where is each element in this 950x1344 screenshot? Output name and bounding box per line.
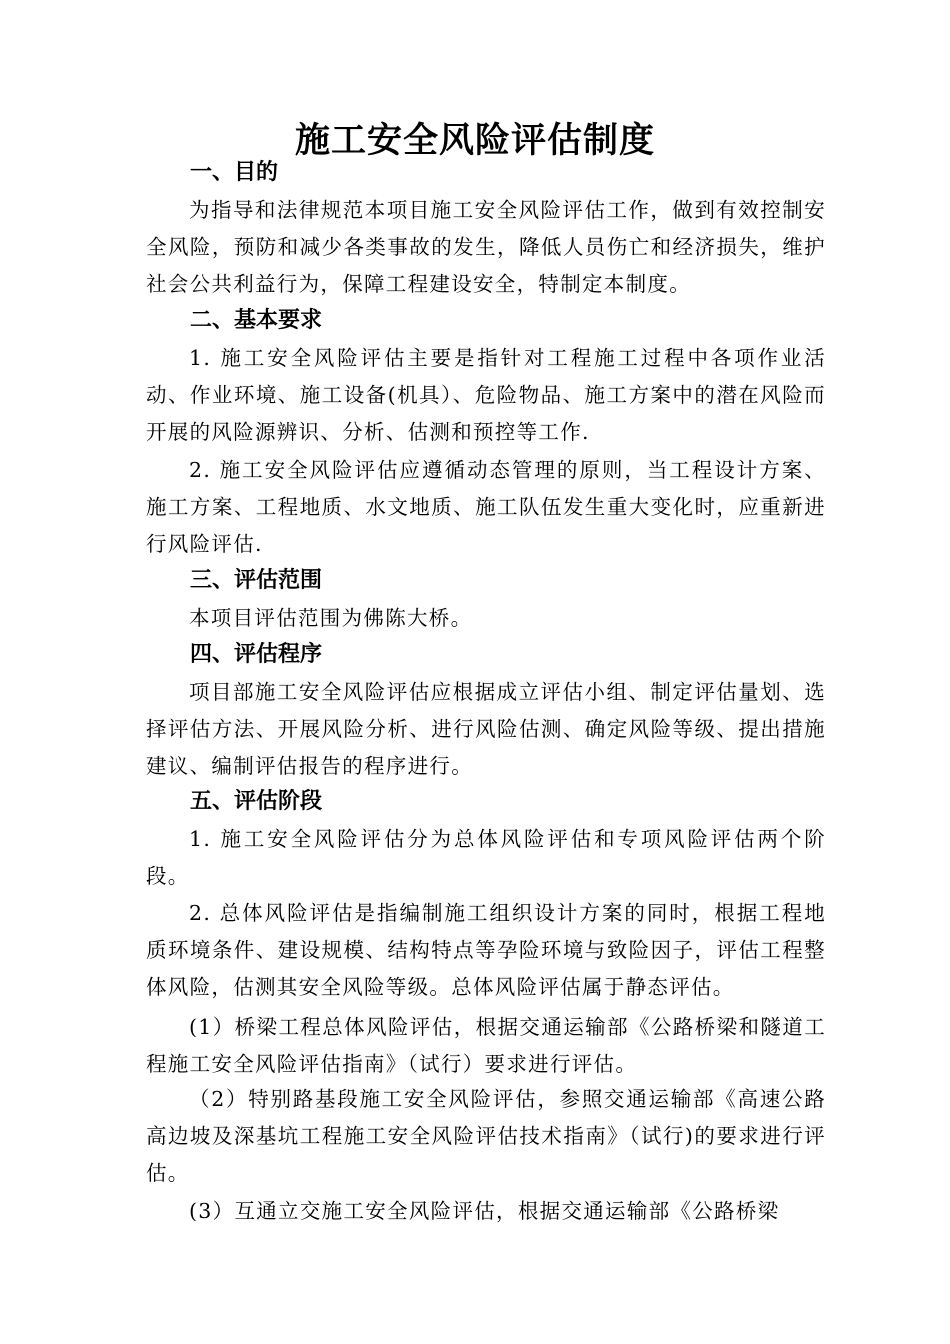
paragraph-requirement-1: 1. 施工安全风险评估主要是指针对工程施工过程中各项作业活动、作业环境、施工设备(机具）、危险物品、施工方案中的潜在风险而开展的风险源辨识、分析、估测和预控等工作.	[146, 346, 826, 444]
paragraph-purpose: 为指导和法律规范本项目施工安全风险评估工作，做到有效控制安全风险，预防和减少各类事故的发生，降低人员伤亡和经济损失，维护社会公共利益行为，保障工程建设安全，特制定本制度。	[146, 198, 826, 296]
section-heading-purpose: 一、目的	[190, 160, 279, 185]
section-heading-stages: 五、评估阶段	[190, 789, 323, 814]
paragraph-requirement-2: 2. 施工安全风险评估应遵循动态管理的原则，当工程设计方案、施工方案、工程地质、水文地质、施工队伍发生重大变化时，应重新进行风险评估.	[146, 458, 826, 556]
section-heading-procedure: 四、评估程序	[190, 642, 323, 667]
paragraph-stage-2: 2. 总体风险评估是指编制施工组织设计方案的同时，根据工程地质环境条件、建设规模、结构特点等孕险环境与致险因子，评估工程整体风险，估测其安全风险等级。总体风险评估属于静态评估。	[146, 901, 826, 999]
paragraph-stage-2-item-3: (3）互通立交施工安全风险评估，根据交通运输部《公路桥梁	[189, 1199, 780, 1223]
paragraph-stage-2-item-2: （2）特别路基段施工安全风险评估，参照交通运输部《高速公路高边坡及深基坑工程施工安全风险评估技术指南》（试行)的要求进行评估。	[146, 1087, 826, 1185]
paragraph-procedure: 项目部施工安全风险评估应根据成立评估小组、制定评估量划、选择评估方法、开展风险分析、进行风险估测、确定风险等级、提出措施建议、编制评估报告的程序进行。	[146, 680, 826, 778]
paragraph-scope: 本项目评估范围为佛陈大桥。	[189, 606, 473, 630]
paragraph-stage-1: 1. 施工安全风险评估分为总体风险评估和专项风险评估两个阶段。	[146, 827, 826, 888]
document-title: 施工安全风险评估制度	[294, 121, 655, 161]
paragraph-stage-2-item-1: (1）桥梁工程总体风险评估，根据交通运输部《公路桥梁和隧道工程施工安全风险评估指南》（试行）要求进行评估。	[146, 1015, 826, 1076]
section-heading-requirements: 二、基本要求	[190, 308, 323, 333]
section-heading-scope: 三、评估范围	[190, 568, 323, 593]
